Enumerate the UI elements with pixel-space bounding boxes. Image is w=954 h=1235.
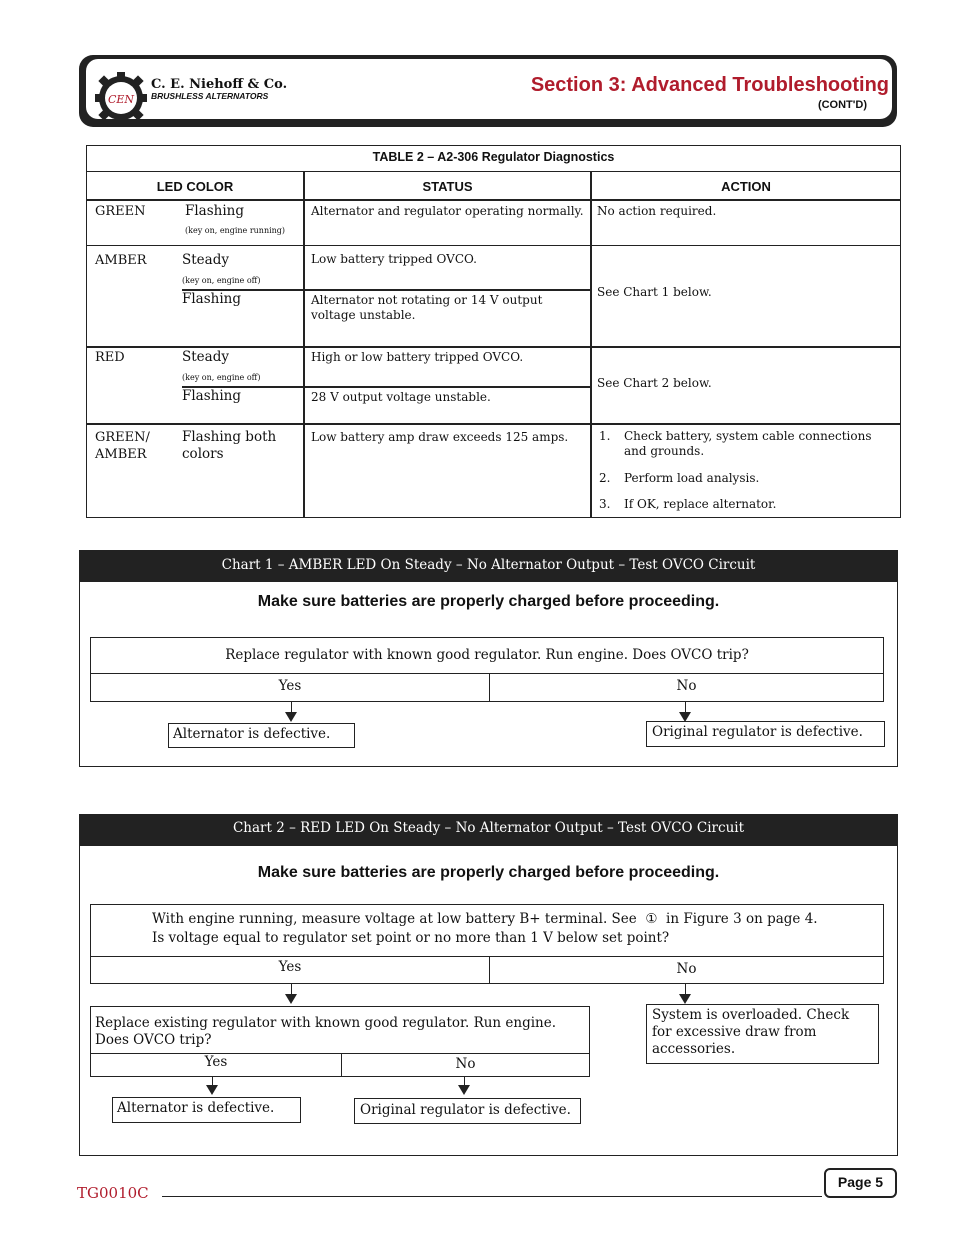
led-color-amber: AMBER	[95, 253, 147, 268]
chart-2-title: Chart 2 – RED LED On Steady – No Alternator Output – Test OVCO Circuit	[80, 815, 897, 846]
green-amber-action-3: If OK, replace alternator.	[624, 497, 777, 511]
chart-2-no: No	[489, 956, 884, 984]
amber-status-steady: Low battery tripped OVCO.	[311, 252, 477, 266]
page-number: Page 5	[837, 1174, 884, 1190]
amber-mode-flashing: Flashing	[182, 291, 242, 307]
red-action: See Chart 2 below.	[597, 376, 712, 390]
col-header-action: ACTION	[721, 179, 771, 194]
chart-1-no-result: Original regulator is defective.	[646, 721, 885, 747]
chart-1	[79, 550, 898, 767]
chart-2-no-result: System is overloaded. Check for excessive draw from accessories.	[646, 1004, 879, 1064]
green-status: Alternator and regulator operating normally.	[311, 204, 584, 218]
amber-mode-note: (key on, engine off)	[182, 276, 261, 285]
chart-2-sub-yes-result: Alternator is defective.	[112, 1097, 301, 1123]
green-mode-note: (key on, engine running)	[185, 226, 286, 235]
cen-logo-icon	[95, 72, 147, 124]
table-title: TABLE 2 – A2-306 Regulator Diagnostics	[372, 150, 615, 164]
footer-rule	[162, 1196, 822, 1197]
chart-1-yes-result: Alternator is defective.	[168, 723, 355, 748]
section-contd: (CONT'D)	[817, 99, 867, 111]
green-amber-action-2: Perform load analysis.	[624, 471, 760, 485]
chart-2-sub-no-result: Original regulator is defective.	[354, 1098, 581, 1124]
section-title: Section 3: Advanced Troubleshooting	[530, 74, 889, 96]
amber-action: See Chart 1 below.	[597, 285, 712, 299]
red-status-steady: High or low battery tripped OVCO.	[311, 350, 524, 364]
document-id: TG0010C	[77, 1184, 149, 1202]
red-status-flashing: 28 V output voltage unstable.	[311, 390, 491, 404]
col-header-led-color: LED COLOR	[156, 179, 234, 194]
red-mode-note: (key on, engine off)	[182, 373, 261, 382]
green-amber-action-1: Check battery, system cable connections and grounds.	[624, 429, 872, 458]
chart-1-question: Replace regulator with known good regulator. Run engine. Does OVCO trip?	[90, 637, 884, 674]
green-action: No action required.	[597, 204, 717, 218]
chart-2-yes: Yes	[90, 956, 490, 984]
chart-2-sub-question: Replace existing regulator with known good regulator. Run engine. Does OVCO trip?	[90, 1006, 590, 1054]
green-amber-action-num-2: 2.	[599, 471, 611, 485]
red-mode-flashing: Flashing	[182, 388, 242, 404]
col-header-status: STATUS	[422, 179, 473, 194]
amber-mode-steady: Steady	[182, 252, 229, 268]
chart-2-question-line-1: With engine running, measure voltage at low battery B+ terminal. See ① in Figure 3 on page 4.	[152, 911, 818, 927]
led-color-green-amber: GREEN/ AMBER	[95, 430, 150, 462]
chart-2-question	[90, 904, 884, 957]
green-amber-mode: Flashing both colors	[182, 429, 277, 462]
chart-2	[79, 814, 898, 1156]
company-subtitle: BRUSHLESS ALTERNATORS	[151, 91, 269, 101]
chart-1-yes: Yes	[90, 673, 490, 702]
chart-2-sub-yes: Yes	[90, 1053, 342, 1077]
company-name: C. E. Niehoff & Co.	[151, 77, 288, 92]
regulator-diagnostics-table	[86, 145, 901, 518]
red-mode-steady: Steady	[182, 349, 229, 365]
chart-1-title: Chart 1 – AMBER LED On Steady – No Alternator Output – Test OVCO Circuit	[80, 551, 897, 582]
chart-1-warning: Make sure batteries are properly charged before proceeding.	[257, 593, 720, 610]
led-color-red: RED	[95, 350, 125, 365]
green-amber-action-num-3: 3.	[599, 497, 611, 511]
green-mode: Flashing	[185, 203, 245, 219]
led-color-green: GREEN	[95, 204, 146, 219]
chart-2-question-line-2: Is voltage equal to regulator set point or no more than 1 V below set point?	[152, 930, 670, 946]
chart-2-warning: Make sure batteries are properly charged before proceeding.	[257, 864, 720, 881]
chart-2-sub-no: No	[341, 1053, 590, 1077]
chart-1-no: No	[489, 673, 884, 702]
amber-status-flashing: Alternator not rotating or 14 V output voltage unstable.	[311, 293, 543, 322]
logo-letters: CEN	[107, 93, 135, 106]
green-amber-status: Low battery amp draw exceeds 125 amps.	[311, 430, 569, 444]
green-amber-action-num-1: 1.	[599, 429, 611, 443]
